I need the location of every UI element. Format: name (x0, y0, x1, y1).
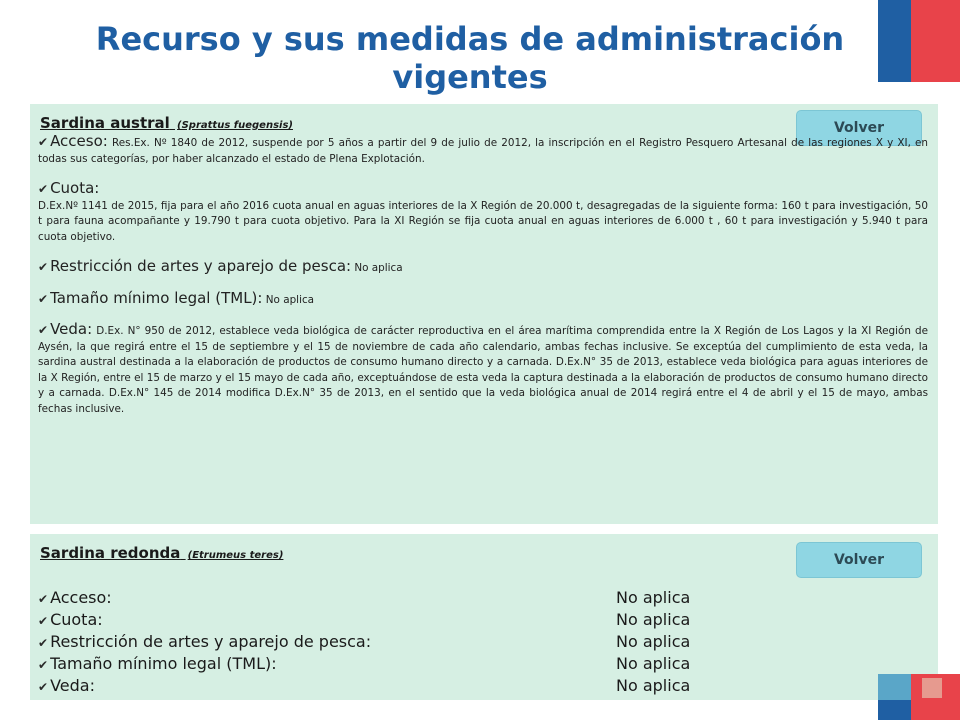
restriccion-item (38, 259, 928, 277)
measures-list (38, 586, 928, 696)
veda-text: D.Ex. N° 950 de 2012, establece veda biológica de carácter reproductiva en el área marítima comprendida entre la X Región de Los Lagos y la XI Región de Aysén, la que regirá entre el 15 de septiembre y el 15 de noviembre de cada año calendario, ambas fechas inclusive. Se exceptúa del cumplimiento de esta veda, la sardina austral destinada a la elaboración de productos de consumo humano directo y a carnada. D.Ex.N° 35 de 2013, establece veda biológica para aguas interiores de la X Región, entre el 15 de marzo y el 15 mayo de cada año, exceptuándose de esta veda la captura destinada a la elaboración de productos de consumo humano directo y a carnada. D.Ex.N° 145 de 2014 modifica D.Ex.N° 35 de 2013, en el sentido que la veda biológica anual de 2014 regirá entre el 4 de abril y el 15 de mayo, ambas fechas inclusive. (38, 325, 928, 415)
species-heading (40, 544, 283, 562)
list-item (38, 586, 928, 608)
tml-value: No aplica (265, 293, 315, 306)
measures-list (38, 134, 928, 417)
restriccion-label: Restricción de artes y aparejo de pesca: (50, 257, 352, 275)
cuota-label: Cuota: (50, 179, 100, 197)
list-item (38, 674, 928, 696)
species-name: Sardina austral (40, 114, 170, 132)
item-value: No aplica (616, 609, 691, 629)
list-item (38, 608, 928, 630)
sardina-redonda-panel (30, 534, 938, 700)
item-value: No aplica (616, 653, 691, 673)
item-label: Veda: (50, 675, 95, 695)
list-item (38, 630, 928, 652)
item-label: Restricción de artes y aparejo de pesca: (50, 631, 372, 651)
tml-label: Tamaño mínimo legal (TML): (50, 288, 263, 307)
restriccion-value: No aplica (354, 262, 403, 274)
flag-logo-top (878, 0, 960, 82)
checkmark-icon: ✔ (38, 657, 49, 672)
item-label: Cuota: (50, 609, 103, 629)
scientific-name: (Sprattus fuegensis) (177, 120, 293, 131)
flag-logo-bottom (878, 674, 960, 720)
acceso-item (38, 134, 928, 167)
page-title: Recurso y sus medidas de administración vigentes (95, 20, 845, 96)
cuota-text: D.Ex.Nº 1141 de 2015, fija para el año 2016 cuota anual en aguas interiores de la X Región de 20.000 t, desagregadas de la siguiente forma: 160 t para investigación, 50 t para fauna acompañante y 19.790 t para cuota objetivo. Para la XI Región se fija cuota anual en aguas interiores de 6.000 t , 60 t para investigación y 5.940 t para cuota objetivo. (38, 199, 928, 243)
list-item (38, 652, 928, 674)
item-label: Acceso: (50, 587, 112, 607)
item-value: No aplica (616, 587, 691, 607)
veda-label: Veda: (50, 320, 93, 338)
checkmark-icon: ✔ (38, 291, 49, 306)
checkmark-icon: ✔ (38, 260, 49, 274)
item-value: No aplica (616, 631, 691, 651)
acceso-label: Acceso: (50, 132, 108, 150)
volver-button[interactable]: Volver (796, 542, 922, 578)
species-heading (40, 114, 293, 132)
checkmark-icon: ✔ (38, 323, 49, 337)
checkmark-icon: ✔ (38, 679, 49, 694)
volver-button[interactable]: Volver (796, 110, 922, 146)
item-label: Tamaño mínimo legal (TML): (50, 653, 277, 673)
scientific-name: (Etrumeus teres) (187, 550, 284, 561)
checkmark-icon: ✔ (38, 182, 49, 196)
checkmark-icon: ✔ (38, 635, 49, 650)
checkmark-icon: ✔ (38, 135, 49, 149)
tml-item (38, 288, 928, 309)
cuota-item (38, 181, 928, 245)
veda-item (38, 322, 928, 417)
item-value: No aplica (616, 675, 691, 695)
sardina-austral-panel (30, 104, 938, 524)
acceso-text: Res.Ex. Nº 1840 de 2012, suspende por 5 años a partir del 9 de julio de 2012, la inscripción en el Registro Pesquero Artesanal de las regiones X y XI, en todas sus categorías, por haber alcanzado el estado de Plena Explotación. (38, 137, 928, 165)
checkmark-icon: ✔ (38, 591, 49, 606)
species-name: Sardina redonda (40, 544, 181, 562)
checkmark-icon: ✔ (38, 613, 49, 628)
